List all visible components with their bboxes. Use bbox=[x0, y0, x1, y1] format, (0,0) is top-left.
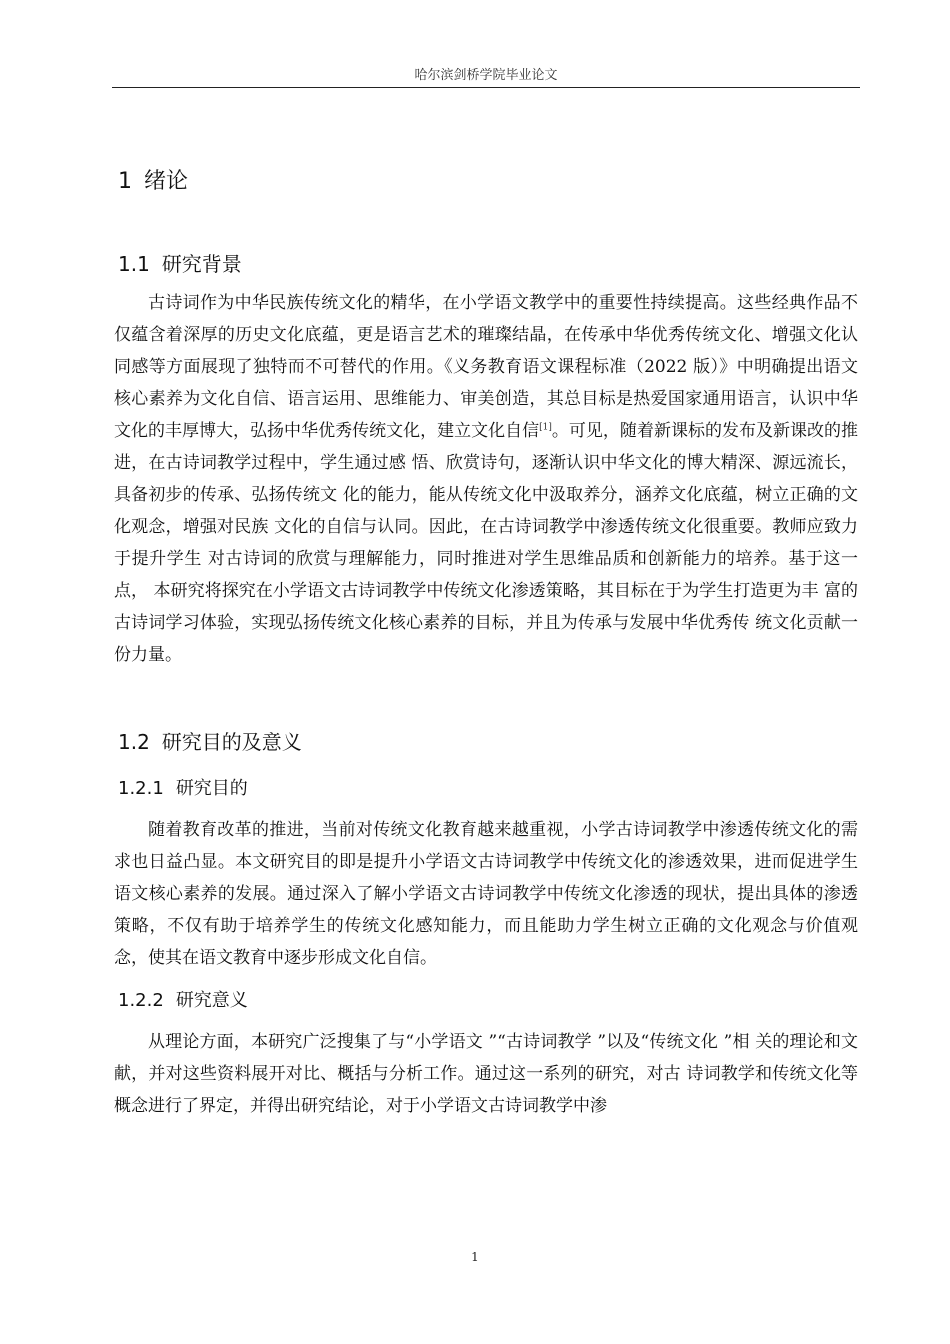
header-rule bbox=[112, 87, 860, 88]
subsection-heading-significance bbox=[118, 986, 248, 1012]
section-number: 1.1 bbox=[118, 252, 150, 276]
chapter-heading bbox=[118, 164, 188, 195]
subsection-title: 研究目的 bbox=[175, 778, 248, 799]
section-title: 研究背景 bbox=[161, 252, 242, 276]
section-heading-background bbox=[118, 248, 242, 277]
section-heading-purpose-significance bbox=[118, 726, 302, 755]
paragraph-background-text-b: 。可见，随着新课标的发布及新课改的推进，在古诗词教学过程中，学生通过感 悟、欣赏诗句，逐渐认识中华文化的博大精深、源远流长，具备初步的传承、弘扬传统文 化的能力，能从传统文化中汲取养分，涵养文化底蕴，树立正确的文化观念，增强对民族 文化的自信与认同。因此，在古诗词教学中渗透传统文化很重要。教师应致力于提升学生 对古诗词的欣赏与理解能力，同时推进对学生思维品质和创新能力的培养。基于这一点， 本研究将探究在小学语文古诗词教学中传统文化渗透策略，其目标在于为学生打造更为丰 富的古诗词学习体验，实现弘扬传统文化核心素养的目标，并且为传承与发展中华优秀传 统文化贡献一份力量。 bbox=[114, 421, 859, 665]
section-title: 研究目的及意义 bbox=[161, 730, 302, 754]
paragraph-background bbox=[114, 287, 858, 671]
citation-marker: [1] bbox=[539, 422, 552, 433]
running-header: 哈尔滨剑桥学院毕业论文 bbox=[414, 68, 558, 83]
paragraph-significance: 从理论方面，本研究广泛搜集了与“小学语文 ”“古诗词教学 ”以及“传统文化 ”相 关的理论和文献，并对这些资料展开对比、概括与分析工作。通过这一系列的研究，对古 诗词教学和传统文化等概念进行了界定，并得出研究结论，对于小学语文古诗词教学中渗 bbox=[114, 1032, 858, 1116]
chapter-number: 1 bbox=[118, 169, 132, 194]
subsection-number: 1.2.1 bbox=[118, 778, 164, 799]
subsection-number: 1.2.2 bbox=[118, 990, 164, 1011]
section-number: 1.2 bbox=[118, 730, 150, 754]
chapter-title: 绪论 bbox=[144, 169, 189, 194]
page-number: 1 bbox=[471, 1250, 479, 1264]
paragraph-purpose: 随着教育改革的推进，当前对传统文化教育越来越重视，小学古诗词教学中渗透传统文化的需求也日益凸显。本文研究目的即是提升小学语文古诗词教学中传统文化的渗透效果，进而促进学生语文核心素养的发展。通过深入了解小学语文古诗词教学中传统文化渗透的现状，提出具体的渗透策略，不仅有助于培养学生的传统文化感知能力，而且能助力学生树立正确的文化观念与价值观念，使其在语文教育中逐步形成文化自信。 bbox=[114, 820, 858, 968]
subsection-heading-purpose bbox=[118, 774, 248, 800]
paragraph-background-text-a: 古诗词作为中华民族传统文化的精华，在小学语文教学中的重要性持续提高。这些经典作品不仅蕴含着深厚的历史文化底蕴，更是语言艺术的璀璨结晶，在传承中华优秀传统文化、增强文化认同感等方面展现了独特而不可替代的作用。《义务教育语文课程标准（2022 版）》中明确提出语文核心素养为文化自信、语言运用、思维能力、审美创造，其总目标是热爱国家通用语言，认识中华文化的丰厚博大，弘扬中华优秀传统文化，建立文化自信 bbox=[114, 293, 858, 441]
subsection-title: 研究意义 bbox=[175, 990, 248, 1011]
